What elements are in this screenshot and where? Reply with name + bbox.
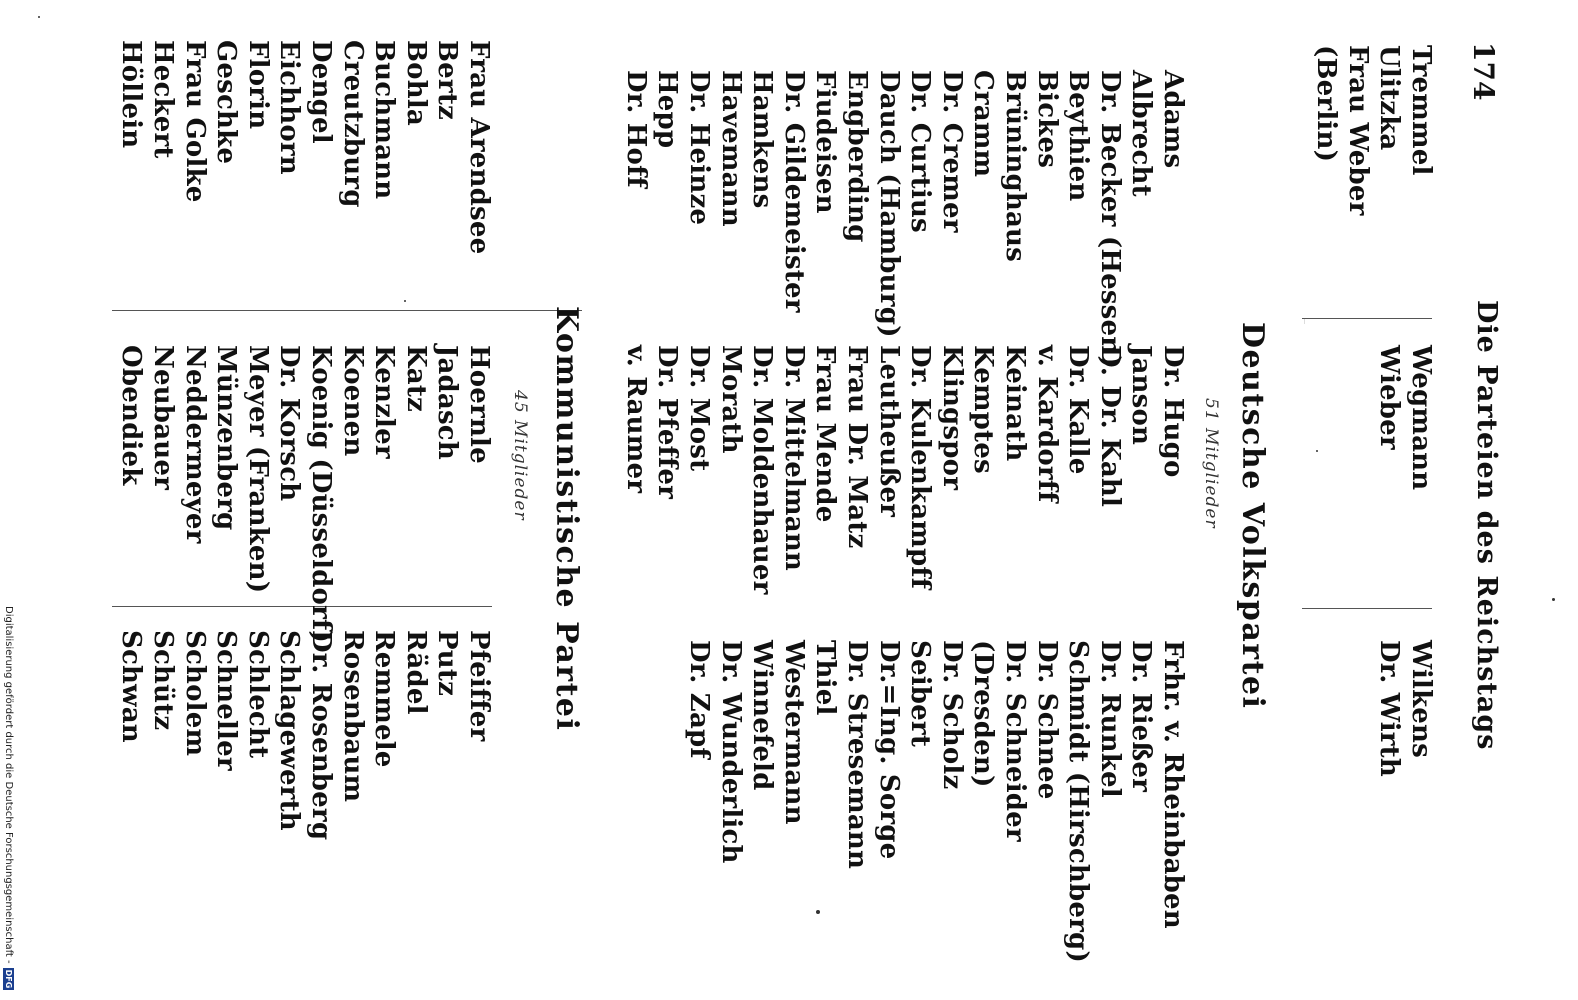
rule-kpd-left	[112, 310, 582, 311]
kpd-member-name: Jadasch	[432, 345, 463, 460]
kpd-member-name: Schneller	[211, 630, 242, 771]
scan-speck	[1552, 598, 1555, 601]
kpd-member-name: Creutzburg	[337, 40, 368, 208]
kpd-member-name: Scholem	[179, 630, 210, 757]
dvp-member-name: Dr. Gildemeister	[778, 70, 809, 313]
dvp-member-name: Dr. Zapf	[684, 640, 715, 759]
running-title: Die Parteien des Reichstags	[1471, 300, 1502, 751]
kpd-heading: Kommunistische Partei	[549, 306, 584, 732]
dvp-member-name: Schmidt (Hirschberg)	[1063, 640, 1094, 963]
dvp-member-name: Dr. Schnee	[1031, 640, 1062, 800]
dvp-member-name: v. Kardorff	[1031, 345, 1062, 503]
upper-name: Frau Weber	[1342, 45, 1373, 216]
credit-text: Digitalisierung gefördert durch die Deutsche Forschungsgemeinschaft -	[3, 606, 14, 964]
kpd-member-name: Eichhorn	[274, 40, 305, 175]
kpd-member-name: Florin	[242, 40, 273, 130]
dvp-member-name: Dr.=Ing. Sorge	[873, 640, 904, 860]
dvp-member-name: Dr. Kulenkampff	[905, 345, 936, 590]
dvp-member-name: Frau Dr. Matz	[842, 345, 873, 549]
upper-column-2	[1373, 345, 1436, 490]
kpd-member-name: Schütz	[148, 630, 179, 731]
dvp-column-2	[619, 345, 1188, 594]
kpd-member-name: Buchmann	[369, 40, 400, 200]
kpd-member-name: Rädel	[400, 630, 431, 715]
dvp-member-name: Engberding	[842, 70, 873, 243]
upper-name: (Berlin)	[1311, 45, 1342, 163]
kpd-member-name: Neddermeyer	[179, 345, 210, 544]
kpd-member-name: Bohla	[400, 40, 431, 126]
upper-name: Ulitzka	[1374, 45, 1405, 151]
dvp-member-name: Bickes	[1031, 70, 1062, 169]
kpd-member-count: 45 Mitglieder	[510, 390, 530, 521]
kpd-member-name: Schlecht	[242, 630, 273, 759]
kpd-member-name: Dr. Korsch	[274, 345, 305, 502]
dvp-member-name: Keinath	[1000, 345, 1031, 462]
dvp-member-name: Dr. Curtius	[905, 70, 936, 233]
digitization-credit	[3, 606, 14, 990]
dvp-member-name: Klingspor	[936, 345, 967, 491]
kpd-member-name: Heckert	[148, 40, 179, 159]
kpd-member-name: Rosenbaum	[337, 630, 368, 803]
dvp-member-count: 51 Mitglieder	[1201, 398, 1221, 529]
rule-dvp-top-left	[1302, 318, 1432, 319]
kpd-column-1	[115, 40, 494, 254]
upper-column-1	[1310, 45, 1436, 216]
dvp-member-name: Frhr. v. Rheinbaben	[1158, 640, 1188, 929]
dvp-column-1	[619, 70, 1188, 368]
dvp-member-name: Havemann	[715, 70, 746, 227]
upper-name: Wieber	[1374, 345, 1405, 450]
dvp-member-name: Hepp	[652, 70, 683, 149]
dvp-member-name: Dr. Hugo	[1158, 345, 1188, 478]
kpd-member-name: Neubauer	[148, 345, 179, 490]
dvp-heading: Deutsche Volkspartei	[1235, 322, 1270, 710]
kpd-member-name: Katz	[400, 345, 431, 413]
kpd-member-name: Hoernle	[464, 345, 494, 464]
dvp-column-3	[683, 640, 1189, 963]
dvp-member-name: Dr. Rießer	[1126, 640, 1157, 792]
dvp-member-name: Frau Mende	[810, 345, 841, 523]
dvp-member-name: Dr. Schneider	[1000, 640, 1031, 842]
kpd-member-name: Bertz	[432, 40, 463, 120]
scan-speck	[816, 910, 820, 914]
kpd-member-name: Remmele	[369, 630, 400, 768]
dvp-member-name: Dr. Stresemann	[842, 640, 873, 870]
dvp-member-name: Dauch (Hamburg)	[873, 70, 904, 338]
dvp-member-name: Adams	[1158, 70, 1188, 169]
kpd-column-2	[115, 345, 494, 643]
kpd-member-name: Koenig (Düsseldorf)	[306, 345, 337, 643]
dvp-member-name: Dr. Kalle	[1063, 345, 1094, 475]
page-number: 174	[1467, 42, 1500, 101]
kpd-member-name: Koenen	[337, 345, 368, 457]
dvp-member-name: Leutheußer	[873, 345, 904, 518]
kpd-member-name: Pfeiffer	[464, 630, 494, 742]
kpd-member-name: Putz	[432, 630, 463, 697]
dvp-member-name: Thiel	[810, 640, 841, 716]
scan-speck	[38, 16, 40, 18]
kpd-member-name: Schwan	[116, 630, 147, 743]
dvp-member-name: (Dresden)	[968, 640, 999, 788]
dvp-member-name: Cramm	[968, 70, 999, 178]
kpd-member-name: Frau Arendsee	[464, 40, 494, 255]
dvp-member-name: Seibert	[905, 640, 936, 748]
dvp-member-name: Dr. Becker (Hessen)	[1094, 70, 1125, 368]
scan-speck	[1316, 450, 1318, 452]
dvp-member-name: Dr. Moldenhauer	[747, 345, 778, 595]
kpd-member-name: Geschke	[211, 40, 242, 165]
upper-name: Dr. Wirth	[1374, 640, 1405, 777]
rule-dvp-top-right	[1302, 608, 1432, 609]
kpd-member-name: Obendiek	[116, 345, 147, 486]
kpd-member-name: Dengel	[306, 40, 337, 144]
kpd-member-name: Münzenberg	[211, 345, 242, 531]
dvp-member-name: Dr. Cremer	[936, 70, 967, 233]
upper-column-3	[1373, 640, 1436, 777]
dvp-member-name: Morath	[715, 345, 746, 454]
dvp-member-name: Kemptes	[968, 345, 999, 474]
scan-speck	[404, 300, 406, 302]
dvp-member-name: D. Dr. Kahl	[1094, 345, 1125, 508]
dvp-member-name: Dr. Runkel	[1094, 640, 1125, 798]
dvp-member-name: Dr. Scholz	[936, 640, 967, 790]
kpd-member-name: Meyer (Franken)	[242, 345, 273, 594]
dvp-member-name: Albrecht	[1126, 70, 1157, 197]
kpd-member-name: Kenzler	[369, 345, 400, 459]
kpd-member-name: Schlagewerth	[274, 630, 305, 831]
dvp-member-name: Dr. Most	[684, 345, 715, 472]
dvp-member-name: Dr. Heinze	[684, 70, 715, 226]
dvp-member-name: Dr. Pfeffer	[652, 345, 683, 500]
dvp-member-name: Dr. Mittelmann	[778, 345, 809, 572]
kpd-member-name: Dr. Rosenberg	[306, 630, 337, 841]
dvp-member-name: Dr. Hoff	[620, 70, 651, 188]
dvp-member-name: v. Raumer	[620, 345, 651, 494]
dvp-member-name: Fiudeisen	[810, 70, 841, 214]
upper-name: Tremmel	[1406, 45, 1436, 176]
kpd-column-3	[115, 630, 494, 840]
dvp-member-name: Hamkens	[747, 70, 778, 209]
upper-name: Wilkens	[1406, 640, 1436, 758]
dvp-member-name: Winnefeld	[747, 640, 778, 791]
kpd-member-name: Höllein	[116, 40, 147, 149]
kpd-member-name: Frau Golke	[179, 40, 210, 203]
dvp-member-name: Brüninghaus	[1000, 70, 1031, 262]
dvp-member-name: Westermann	[778, 640, 809, 825]
dvp-member-name: Beythien	[1063, 70, 1094, 202]
upper-name: Wegmann	[1406, 345, 1436, 491]
dfg-logo: DFG	[4, 969, 13, 989]
dvp-member-name: Janson	[1126, 345, 1157, 446]
dvp-member-name: Dr. Wunderlich	[715, 640, 746, 864]
